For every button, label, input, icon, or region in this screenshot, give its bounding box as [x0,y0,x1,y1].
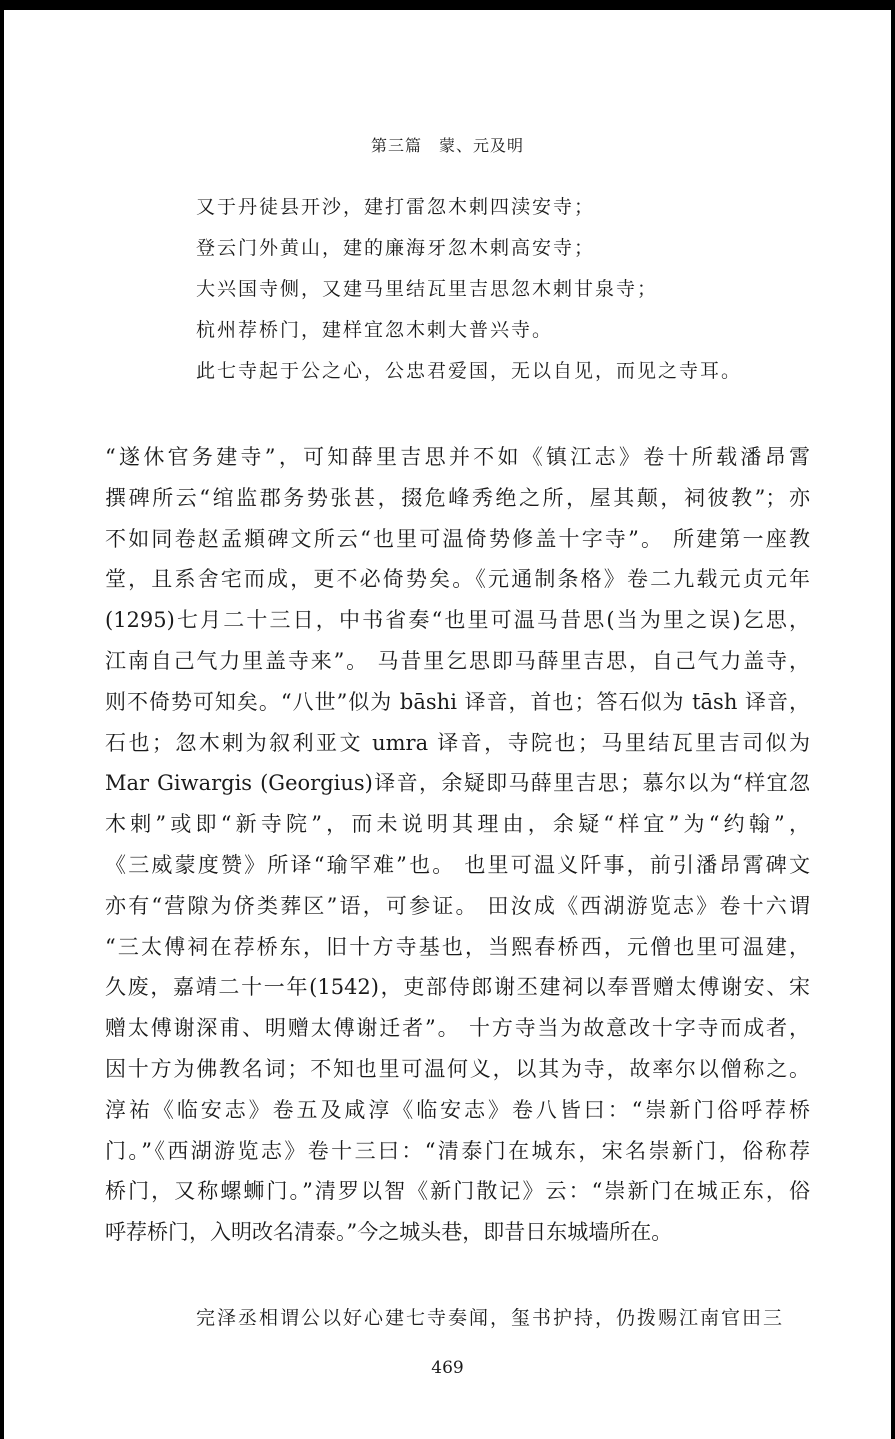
paragraph-line: 因十方为佛教名词；不知也里可温何义，以其为寺，故率尔以僧称之。 [105,1056,810,1081]
quote-line: 又于丹徒县开沙，建打雷忽木剌四渎安寺； [196,196,596,218]
paragraph-line: 门。”《西湖游览志》卷十三曰：“清泰门在城东，宋名崇新门，俗称荐 [105,1138,810,1163]
paragraph-line: 木剌”或即“新寺院”，而未说明其理由，余疑“样宜”为“约翰”， [105,812,810,837]
paragraph-line: 则不倚势可知矣。“八世”似为 bāshi 译音，首也；答石似为 tāsh 译音， [105,689,810,714]
paragraph-line: Mar Giwargis (Georgius)译音，余疑即马薛里吉思；慕尔以为“样宜忽 [105,771,810,796]
paragraph-line: 不如同卷赵孟頫碑文所云“也里可温倚势修盖十字寺”。 所建第一座教 [105,526,810,551]
quoted-verse-continued: 完泽丞相谓公以好心建七寺奏闻，玺书护持，仍拨赐江南官田三 [196,1307,785,1329]
paragraph-line: 淳祐《临安志》卷五及咸淳《临安志》卷八皆曰：“崇新门俗呼荐桥 [105,1097,810,1122]
quote-line: 登云门外黄山，建的廉海牙忽木剌高安寺； [196,237,596,259]
paragraph-line: 江南自己气力里盖寺来”。 马昔里乞思即马薛里吉思，自己气力盖寺， [105,648,810,673]
paragraph-line: 堂，且系舍宅而成，更不必倚势矣。《元通制条格》卷二九载元贞元年 [105,567,810,592]
paragraph-line: 撰碑所云“绾监郡务势张甚，掇危峰秀绝之所，屋其颠，祠彼教”；亦 [105,485,810,510]
paragraph-line: 久废，嘉靖二十一年(1542)，吏部侍郎谢丕建祠以奉晋赠太傅谢安、宋 [105,975,810,1000]
paragraph-line: “遂休官务建寺”，可知薛里吉思并不如《镇江志》卷十所载潘昂霄 [105,445,810,469]
paragraph-line: 桥门，又称螺蛳门。”清罗以智《新门散记》云：“崇新门在城正东，俗 [105,1179,810,1204]
quote-line: 杭州荐桥门，建样宜忽木剌大普兴寺。 [196,319,554,341]
paragraph-line: 石也；忽木剌为叙利亚文 umra 译音，寺院也；马里结瓦里吉司似为 [105,730,810,755]
paragraph-line: 亦有“营隙为侪类葬区”语，可参证。 田汝成《西湖游览志》卷十六谓 [105,893,810,918]
page-header: 第三篇 蒙、元及明 [370,136,524,155]
quote-line: 此七寺起于公之心，公忠君爱国，无以自见，而见之寺耳。 [196,360,743,382]
paragraph-line: “三太傅祠在荐桥东，旧十方寺基也，当熙春桥西，元僧也里可温建， [105,934,810,959]
quote-line: 大兴国寺侧，又建马里结瓦里吉思忽木剌甘泉寺； [196,278,659,300]
page-number: 469 [431,1358,464,1378]
paragraph-line: (1295)七月二十三日，中书省奏“也里可温马昔思(当为里之误)乞思， [105,608,810,633]
paragraph-line: 赠太傅谢深甫、明赠太傅谢迁者”。 十方寺当为故意改十字寺而成者， [105,1016,810,1041]
paragraph-line: 《三威蒙度赞》所译“瑜罕难”也。 也里可温义阡事，前引潘昂霄碑文 [105,852,810,877]
quoted-verse [196,187,836,392]
paragraph-line: 呼荐桥门，入明改名清泰。”今之城头巷，即昔日东城墙所在。 [105,1220,673,1245]
commentary-paragraph [105,437,810,1253]
book-page [4,10,891,1439]
